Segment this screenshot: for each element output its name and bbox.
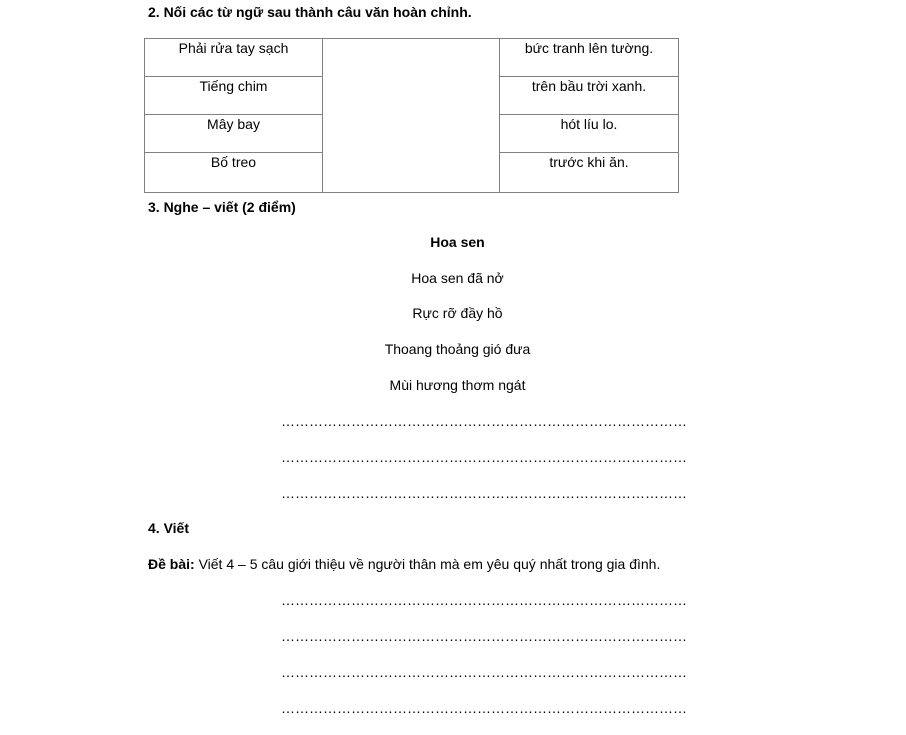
- dictation-answer-line[interactable]: ……………………………………………………………………………: [281, 413, 687, 429]
- poem-line: Rực rỡ đầy hồ: [412, 305, 503, 321]
- left-cell: Tiếng chim: [145, 77, 323, 115]
- right-cell: bức tranh lên tường.: [500, 39, 679, 77]
- left-cell: Bố treo: [145, 153, 323, 193]
- poem-line: Hoa sen đã nở: [411, 270, 504, 286]
- dictation-answer-line[interactable]: ……………………………………………………………………………: [281, 449, 687, 465]
- middle-blank-cell[interactable]: [323, 39, 500, 193]
- writing-answer-line[interactable]: ……………………………………………………………………………: [281, 628, 687, 644]
- writing-answer-line[interactable]: ……………………………………………………………………………: [281, 664, 687, 680]
- right-cell: trước khi ăn.: [500, 153, 679, 193]
- left-cell: Phải rửa tay sạch: [145, 39, 323, 77]
- poem-line: Thoang thoảng gió đưa: [384, 341, 531, 357]
- left-cell: Mây bay: [145, 115, 323, 153]
- poem-title: Hoa sen: [430, 234, 485, 250]
- writing-answer-line[interactable]: ……………………………………………………………………………: [281, 700, 687, 716]
- section-3-title: 3. Nghe – viết (2 điểm): [148, 199, 296, 215]
- prompt-text: Viết 4 – 5 câu giới thiệu về người thân mà em yêu quý nhất trong gia đình.: [194, 556, 661, 572]
- right-cell: hót líu lo.: [500, 115, 679, 153]
- section-4-title: 4. Viết: [148, 520, 189, 536]
- table-row: [145, 39, 679, 77]
- right-cell: trên bầu trời xanh.: [500, 77, 679, 115]
- prompt-label: Đề bài:: [148, 556, 195, 572]
- writing-answer-line[interactable]: ……………………………………………………………………………: [281, 592, 687, 608]
- section-2-title: 2. Nối các từ ngữ sau thành câu văn hoàn chỉnh.: [148, 4, 472, 20]
- dictation-answer-line[interactable]: ……………………………………………………………………………: [281, 485, 687, 501]
- matching-table: [144, 38, 679, 193]
- writing-prompt: [148, 556, 660, 572]
- poem-line: Mùi hương thơm ngát: [389, 377, 526, 393]
